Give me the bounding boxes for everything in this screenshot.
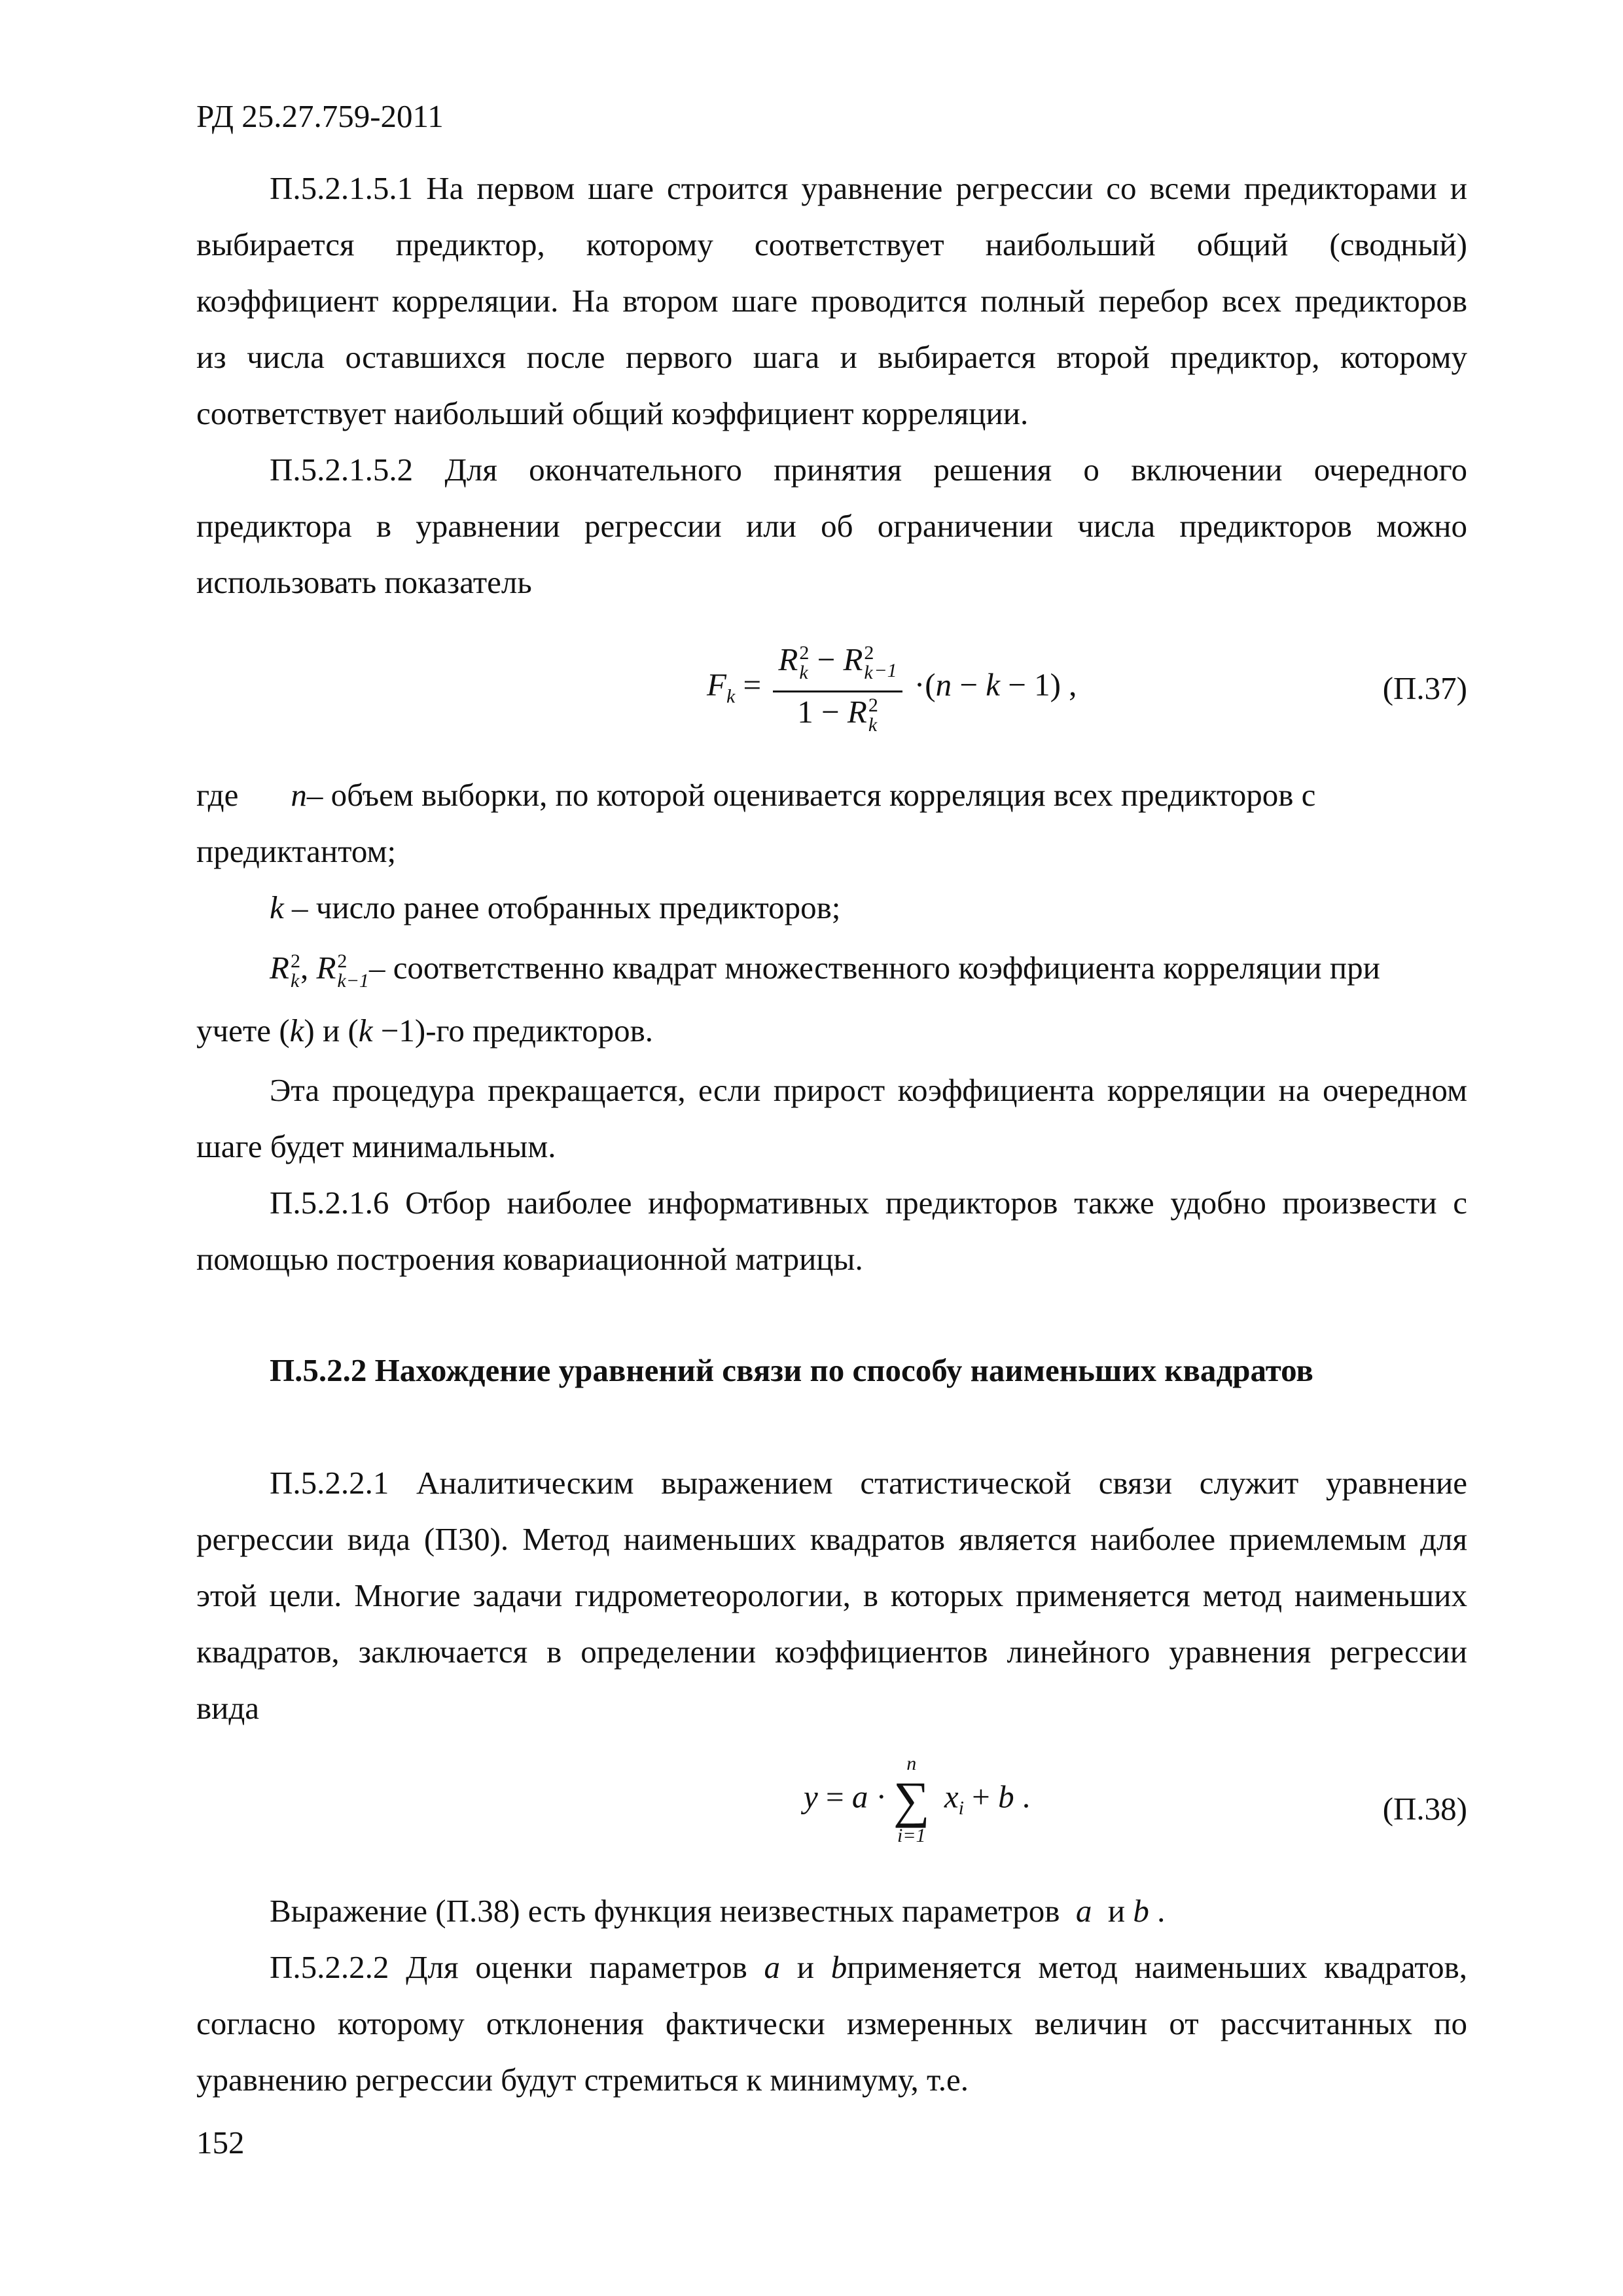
formula-number: (П.37)	[1382, 670, 1467, 706]
formula-number: (П.38)	[1382, 1791, 1467, 1827]
text-line: П.5.2.1.5.1 На первом шаге строится уравнение регрессии со всеми предикторами и	[270, 170, 1467, 206]
formula-fraction: R 2 k − R 2 k $_{-1}$ 1 − R 2 k	[773, 641, 902, 735]
text-span: и	[1107, 1893, 1126, 1929]
text-span: применяется метод наименьших квадратов,	[847, 1949, 1467, 1985]
where-r-cont-line: учете (k) и (k −1)-го предикторов.	[196, 1013, 653, 1049]
text-line: вида	[196, 1690, 260, 1726]
text-line-p7-first: П.5.2.2.2 Для оценки параметров a и bприменяется метод наименьших квадратов,	[270, 1949, 1467, 1985]
page-number: 152	[196, 2125, 245, 2161]
where-label: где	[196, 777, 239, 813]
text-line: коэффициент корреляции. На втором шаге проводится полный перебор всех предикторов	[196, 283, 1467, 319]
text-span: учете	[196, 1013, 272, 1049]
where-r-text: – соответственно квадрат множественного коэффициента корреляции при	[368, 950, 1380, 986]
text-line: П.5.2.2.1 Аналитическим выражением статистической связи служит уравнение	[270, 1465, 1467, 1501]
text-line: использовать показатель	[196, 564, 532, 600]
text-line: шаге будет минимальным.	[196, 1128, 556, 1164]
document-header: РД 25.27.759-2011	[196, 98, 444, 134]
formula-p38: y = a · n ∑ i=1 $x_i + b$ .	[804, 1753, 1031, 1846]
text-line: помощью построения ковариационной матрицы.	[196, 1241, 863, 1277]
text-span: и	[322, 1013, 340, 1049]
sum-symbol: n ∑ i=1	[893, 1753, 930, 1846]
text-line: Эта процедура прекращается, если прирост коэффициента корреляции на очередном	[270, 1072, 1467, 1108]
text-line: этой цели. Многие задачи гидрометеорологии, в которых применяется метод наименьших	[196, 1577, 1467, 1613]
where-k-text: – число ранее отобранных предикторов;	[292, 889, 841, 925]
text-line: предиктора в уравнении регрессии или об ограничении числа предикторов можно	[196, 508, 1467, 544]
text-line: из числа оставшихся после первого шага и выбирается второй предиктор, которому	[196, 339, 1467, 375]
text-span: -го предикторов.	[425, 1013, 653, 1049]
text-line: регрессии вида (П30). Метод наименьших квадратов является наиболее приемлемым для	[196, 1521, 1467, 1557]
where-k-line: k – число ранее отобранных предикторов;	[270, 889, 841, 925]
where-n-line: где n– объем выборки, по которой оценивается корреляция всех предикторов с	[196, 777, 1316, 813]
text-line: П.5.2.1.6 Отбор наиболее информативных предикторов также удобно произвести с	[270, 1185, 1467, 1221]
text-line-p6: Выражение (П.38) есть функция неизвестных параметров a и b .	[270, 1893, 1166, 1929]
text-line: выбирается предиктор, которому соответствует наибольший общий (сводный)	[196, 226, 1467, 262]
formula-p37: $F_k$ = R 2 k − R 2 k $_{-1}$ 1 − R 2 k ·(n − k − 1) ,	[707, 641, 1077, 736]
text-line: П.5.2.1.5.2 Для окончательного принятия решения о включении очередного	[270, 452, 1467, 488]
section-heading: П.5.2.2 Нахождение уравнений связи по способу наименьших квадратов	[270, 1352, 1313, 1388]
text-line: соответствует наибольший общий коэффициент корреляции.	[196, 395, 1029, 431]
text-span: Выражение (П.38) есть функция неизвестных параметров	[270, 1893, 1060, 1929]
text-line: квадратов, заключается в определении коэффициентов линейного уравнения регрессии	[196, 1634, 1467, 1670]
text-line: уравнению регрессии будут стремиться к минимуму, т.е.	[196, 2062, 969, 2098]
where-r-line: R 2 k , R 2 k−1 – соответственно квадрат множественного коэффициента корреляции при	[270, 950, 1380, 992]
text-span: П.5.2.2.2 Для оценки параметров	[270, 1949, 747, 1985]
text-line: согласно которому отклонения фактически измеренных величин от рассчитанных по	[196, 2005, 1467, 2041]
text-span: и	[796, 1949, 814, 1985]
text-line: предиктантом;	[196, 833, 397, 869]
where-n-text: – объем выборки, по которой оценивается корреляция всех предикторов с	[306, 777, 1316, 813]
